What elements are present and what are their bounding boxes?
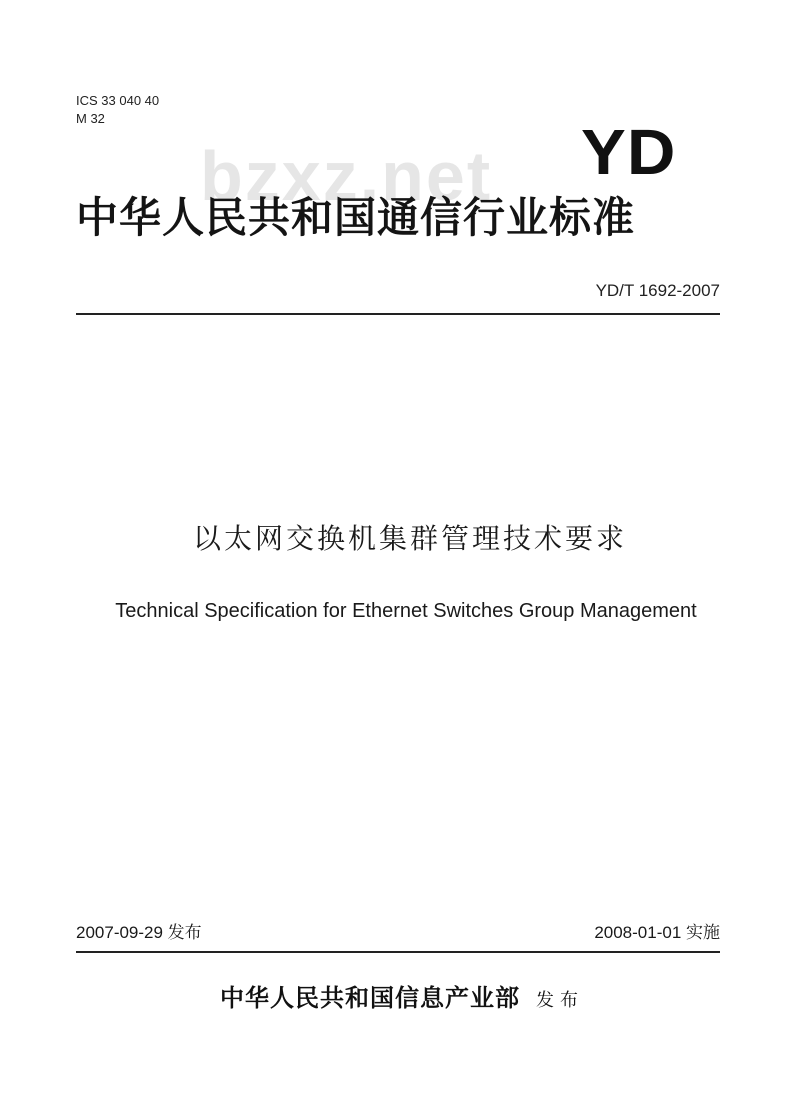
standard-number: YD/T 1692-2007 bbox=[595, 281, 720, 300]
ics-code: ICS 33 040 40 bbox=[76, 93, 160, 108]
publisher-action: 发布 bbox=[536, 990, 584, 1011]
publisher-line bbox=[0, 982, 800, 1017]
bottom-divider bbox=[76, 951, 720, 953]
document-title-en: Technical Specification for Ethernet Switches Group Management bbox=[115, 600, 697, 622]
publisher-name: 中华人民共和国信息产业部 bbox=[220, 983, 520, 1012]
document-title-zh: 以太网交换机集群管理技术要求 bbox=[192, 522, 627, 555]
classification-code: M 32 bbox=[76, 111, 105, 126]
issue-date: 2007-09-29 发布 bbox=[76, 923, 202, 942]
standard-category-title: 中华人民共和国通信行业标准 bbox=[76, 193, 636, 242]
classification-block bbox=[76, 92, 159, 128]
top-divider bbox=[76, 313, 720, 315]
yd-logo: YD bbox=[581, 116, 677, 188]
implementation-date: 2008-01-01 实施 bbox=[594, 923, 720, 942]
watermark-text: bzxz.net bbox=[200, 137, 493, 215]
